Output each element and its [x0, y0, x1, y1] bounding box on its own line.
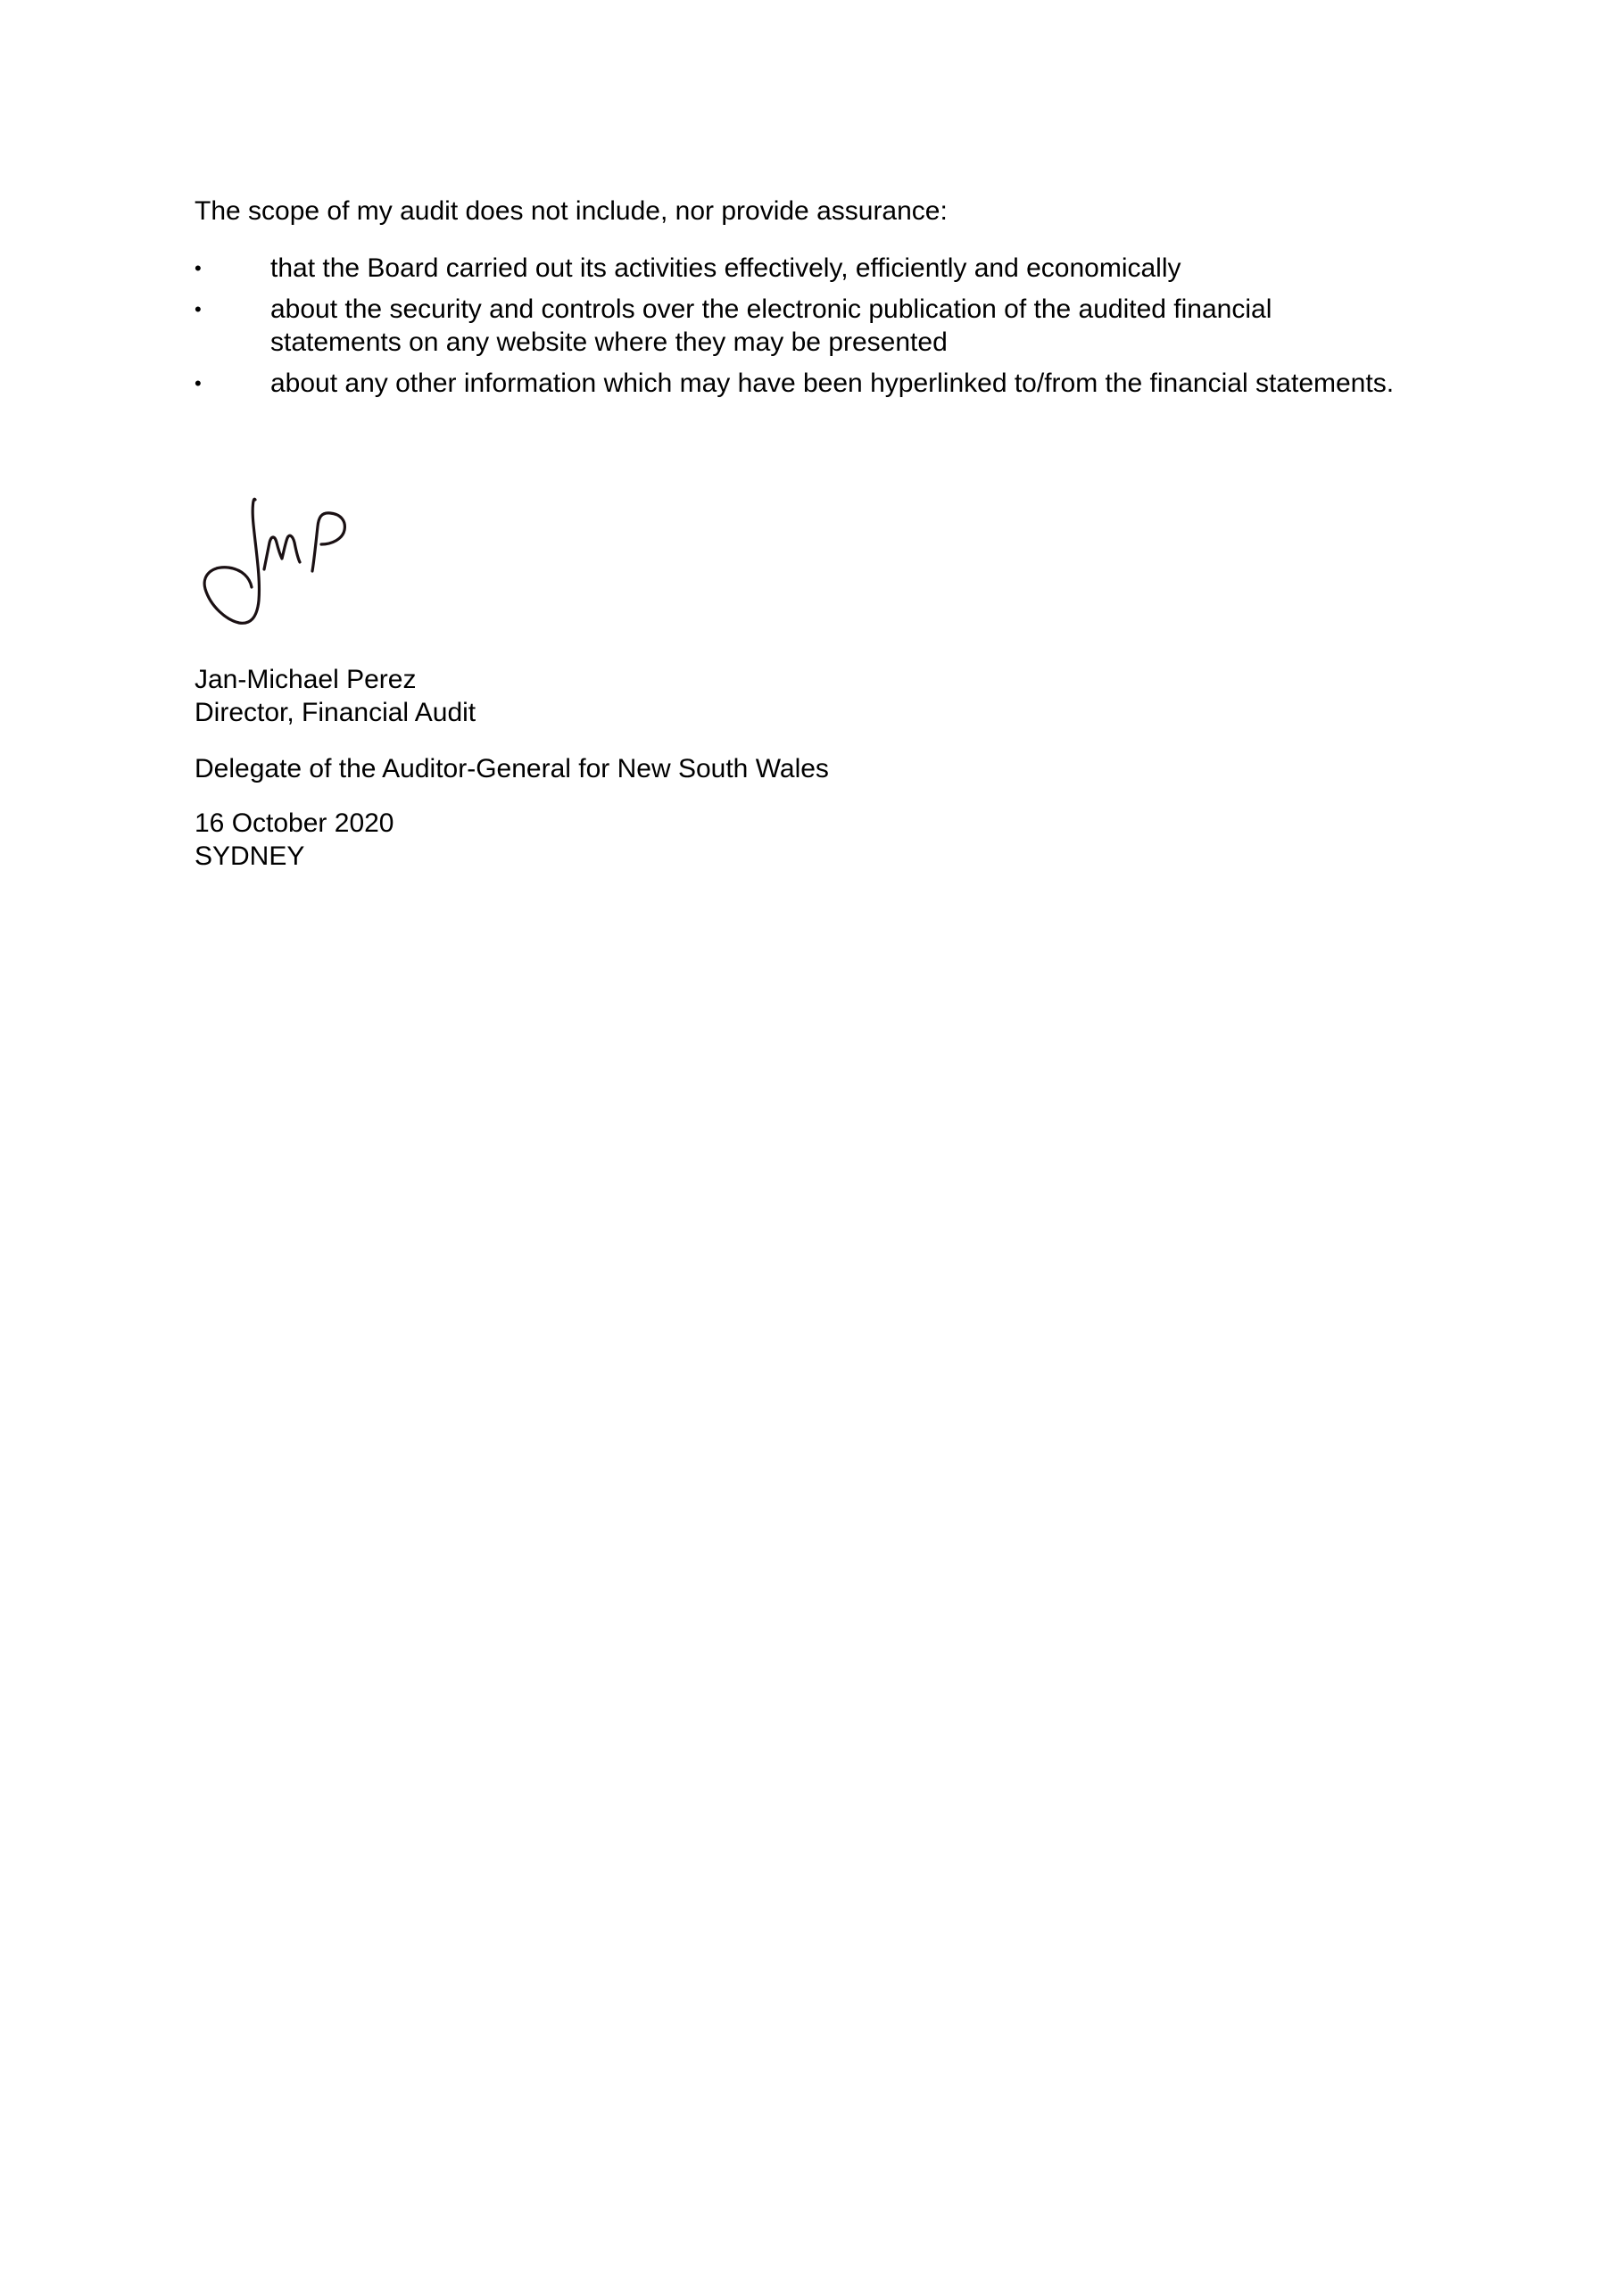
- list-item-text: that the Board carried out its activities effectively, efficiently and economically: [270, 253, 1181, 283]
- list-item: [195, 367, 1394, 400]
- signatory-title: Director, Financial Audit: [195, 698, 476, 727]
- signatory-name: Jan-Michael Perez: [195, 665, 417, 694]
- signing-place: SYDNEY: [195, 841, 305, 871]
- list-item: [195, 252, 1394, 285]
- list-item: [195, 293, 1394, 359]
- intro-paragraph: The scope of my audit does not include, nor provide assurance:: [195, 196, 948, 226]
- list-item-text: about the security and controls over the electronic publication of the audited financial: [270, 294, 1272, 324]
- bullet-icon: •: [195, 257, 202, 279]
- bullet-icon: •: [195, 298, 202, 320]
- list-item-text: statements on any website where they may be presented: [270, 327, 948, 357]
- delegate-line: Delegate of the Auditor-General for New South Wales: [195, 754, 829, 783]
- list-item-text: about any other information which may have been hyperlinked to/from the financial statements.: [270, 369, 1395, 398]
- bullet-icon: •: [195, 372, 202, 394]
- handwritten-signature: [198, 489, 377, 634]
- scope-exclusions-list: [195, 252, 1394, 408]
- signing-date: 16 October 2020: [195, 808, 394, 838]
